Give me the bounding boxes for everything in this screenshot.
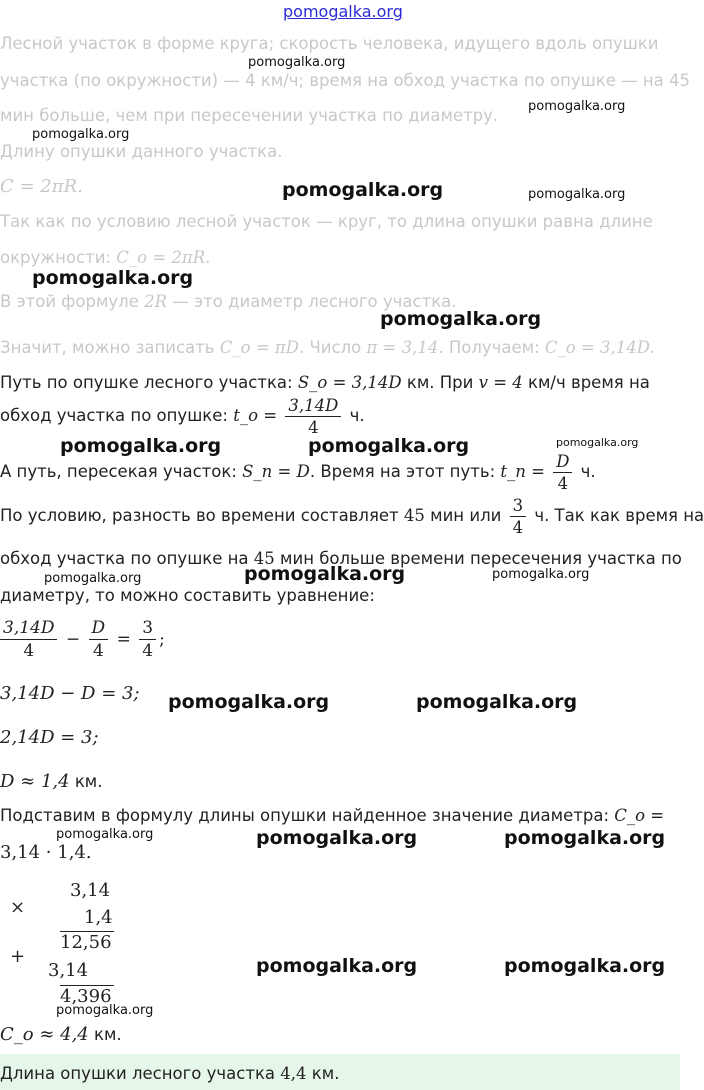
equation-3: 2,14D = 3; [0, 727, 99, 748]
condition-line-3: мин больше, чем при пересечении участка по диаметру. [0, 106, 499, 125]
condition-line-1: Лесной участок в форме круга; скорость человека, идущего вдоль опушки [0, 34, 659, 53]
result-line: C_o ≈ 4,4 км. [0, 1024, 122, 1045]
column-times-sign: × [10, 897, 26, 918]
fraction-three-quarters: $\frac{3}{4}$ [510, 496, 527, 537]
find-line: Длину опушки данного участка. [0, 142, 283, 161]
solution-line-4: Значит, можно записать C_o = πD. Число π = 3,14. Получаем: C_o = 3,14D. [0, 338, 655, 357]
column-partial-2: 3,14 [48, 960, 89, 981]
reason-line-1: обход участка по опушке на 45 мин больше времени пересечения участка по [0, 549, 682, 568]
watermark: pomogalka.org [60, 435, 222, 457]
watermark: pomogalka.org [308, 435, 470, 457]
condition-line-2: участка (по окружности) — 4 км/ч; время на обход участка по опушке — на 45 [0, 71, 690, 90]
equation-4: D ≈ 1,4 км. [0, 771, 103, 792]
top-watermark-link[interactable]: pomogalka.org [283, 2, 403, 21]
watermark: pomogalka.org [256, 827, 418, 849]
watermark: pomogalka.org [248, 55, 346, 70]
reason-line-2: диаметру, то можно составить уравнение: [0, 586, 375, 605]
watermark: pomogalka.org [256, 955, 418, 977]
watermark: pomogalka.org [168, 691, 330, 713]
solution-line-2: окружности: C_o = 2πR. [0, 248, 211, 267]
column-plus-sign: + [10, 946, 26, 967]
fraction-tn: $\frac{D}{4}$ [553, 452, 572, 493]
answer-text: Длина опушки лесного участка 4,4 км. [0, 1064, 340, 1083]
substitute-line: Подставим в формулу длины опушки найденное значение диаметра: C_o = [0, 806, 665, 825]
formula-circumference: C = 2πR. [0, 176, 83, 197]
cross-line: А путь, пересекая участок: S_n = D. Время на этот путь: t_n = $\frac{D}{4}$ ч. [0, 452, 596, 493]
watermark: pomogalka.org [56, 827, 154, 842]
fraction-to: $\frac{3,14D}{4}$ [285, 396, 341, 437]
formula-co: C_o = 2πR. [116, 248, 211, 267]
watermark: pomogalka.org [44, 571, 142, 586]
column-factor-a: 3,14 [70, 880, 111, 901]
time-line: обход участка по опушке: t_o = $\frac{3,14D}{4}$ ч. [0, 396, 365, 437]
solution-line-3: В этой формуле 2R — это диаметр лесного участка. [0, 292, 457, 311]
watermark: pomogalka.org [282, 179, 444, 201]
product-expression: 3,14 · 1,4. [0, 842, 92, 863]
watermark: pomogalka.org [528, 99, 626, 114]
watermark: pomogalka.org [504, 955, 666, 977]
watermark: pomogalka.org [32, 127, 130, 142]
column-factor-b: 1,4 [84, 907, 113, 928]
solution-line-1: Так как по условию лесной участок — круг, то длина опушки равна длине [0, 212, 653, 231]
equation-2: 3,14D − D = 3; [0, 683, 140, 704]
path-line: Путь по опушке лесного участка: S_o = 3,14D км. При v = 4 км/ч время на [0, 373, 650, 392]
watermark: pomogalka.org [556, 436, 639, 449]
watermark: pomogalka.org [56, 1003, 154, 1018]
column-result: 4,396 [60, 986, 112, 1007]
watermark: pomogalka.org [492, 567, 590, 582]
watermark: pomogalka.org [32, 267, 194, 289]
column-partial-1: 12,56 [60, 932, 112, 953]
answer-box [0, 1054, 680, 1090]
watermark: pomogalka.org [504, 827, 666, 849]
watermark: pomogalka.org [244, 563, 406, 585]
watermark: pomogalka.org [416, 691, 578, 713]
equation-1: $\frac{3,14D}{4}$ − $\frac{D}{4}$ = $\frac{3}{4}$ ; [0, 618, 165, 661]
difference-line: По условию, разность во времени составляет 45 мин или $\frac{3}{4}$ ч. Так как время на [0, 496, 704, 537]
watermark: pomogalka.org [528, 187, 626, 202]
watermark: pomogalka.org [380, 308, 542, 330]
